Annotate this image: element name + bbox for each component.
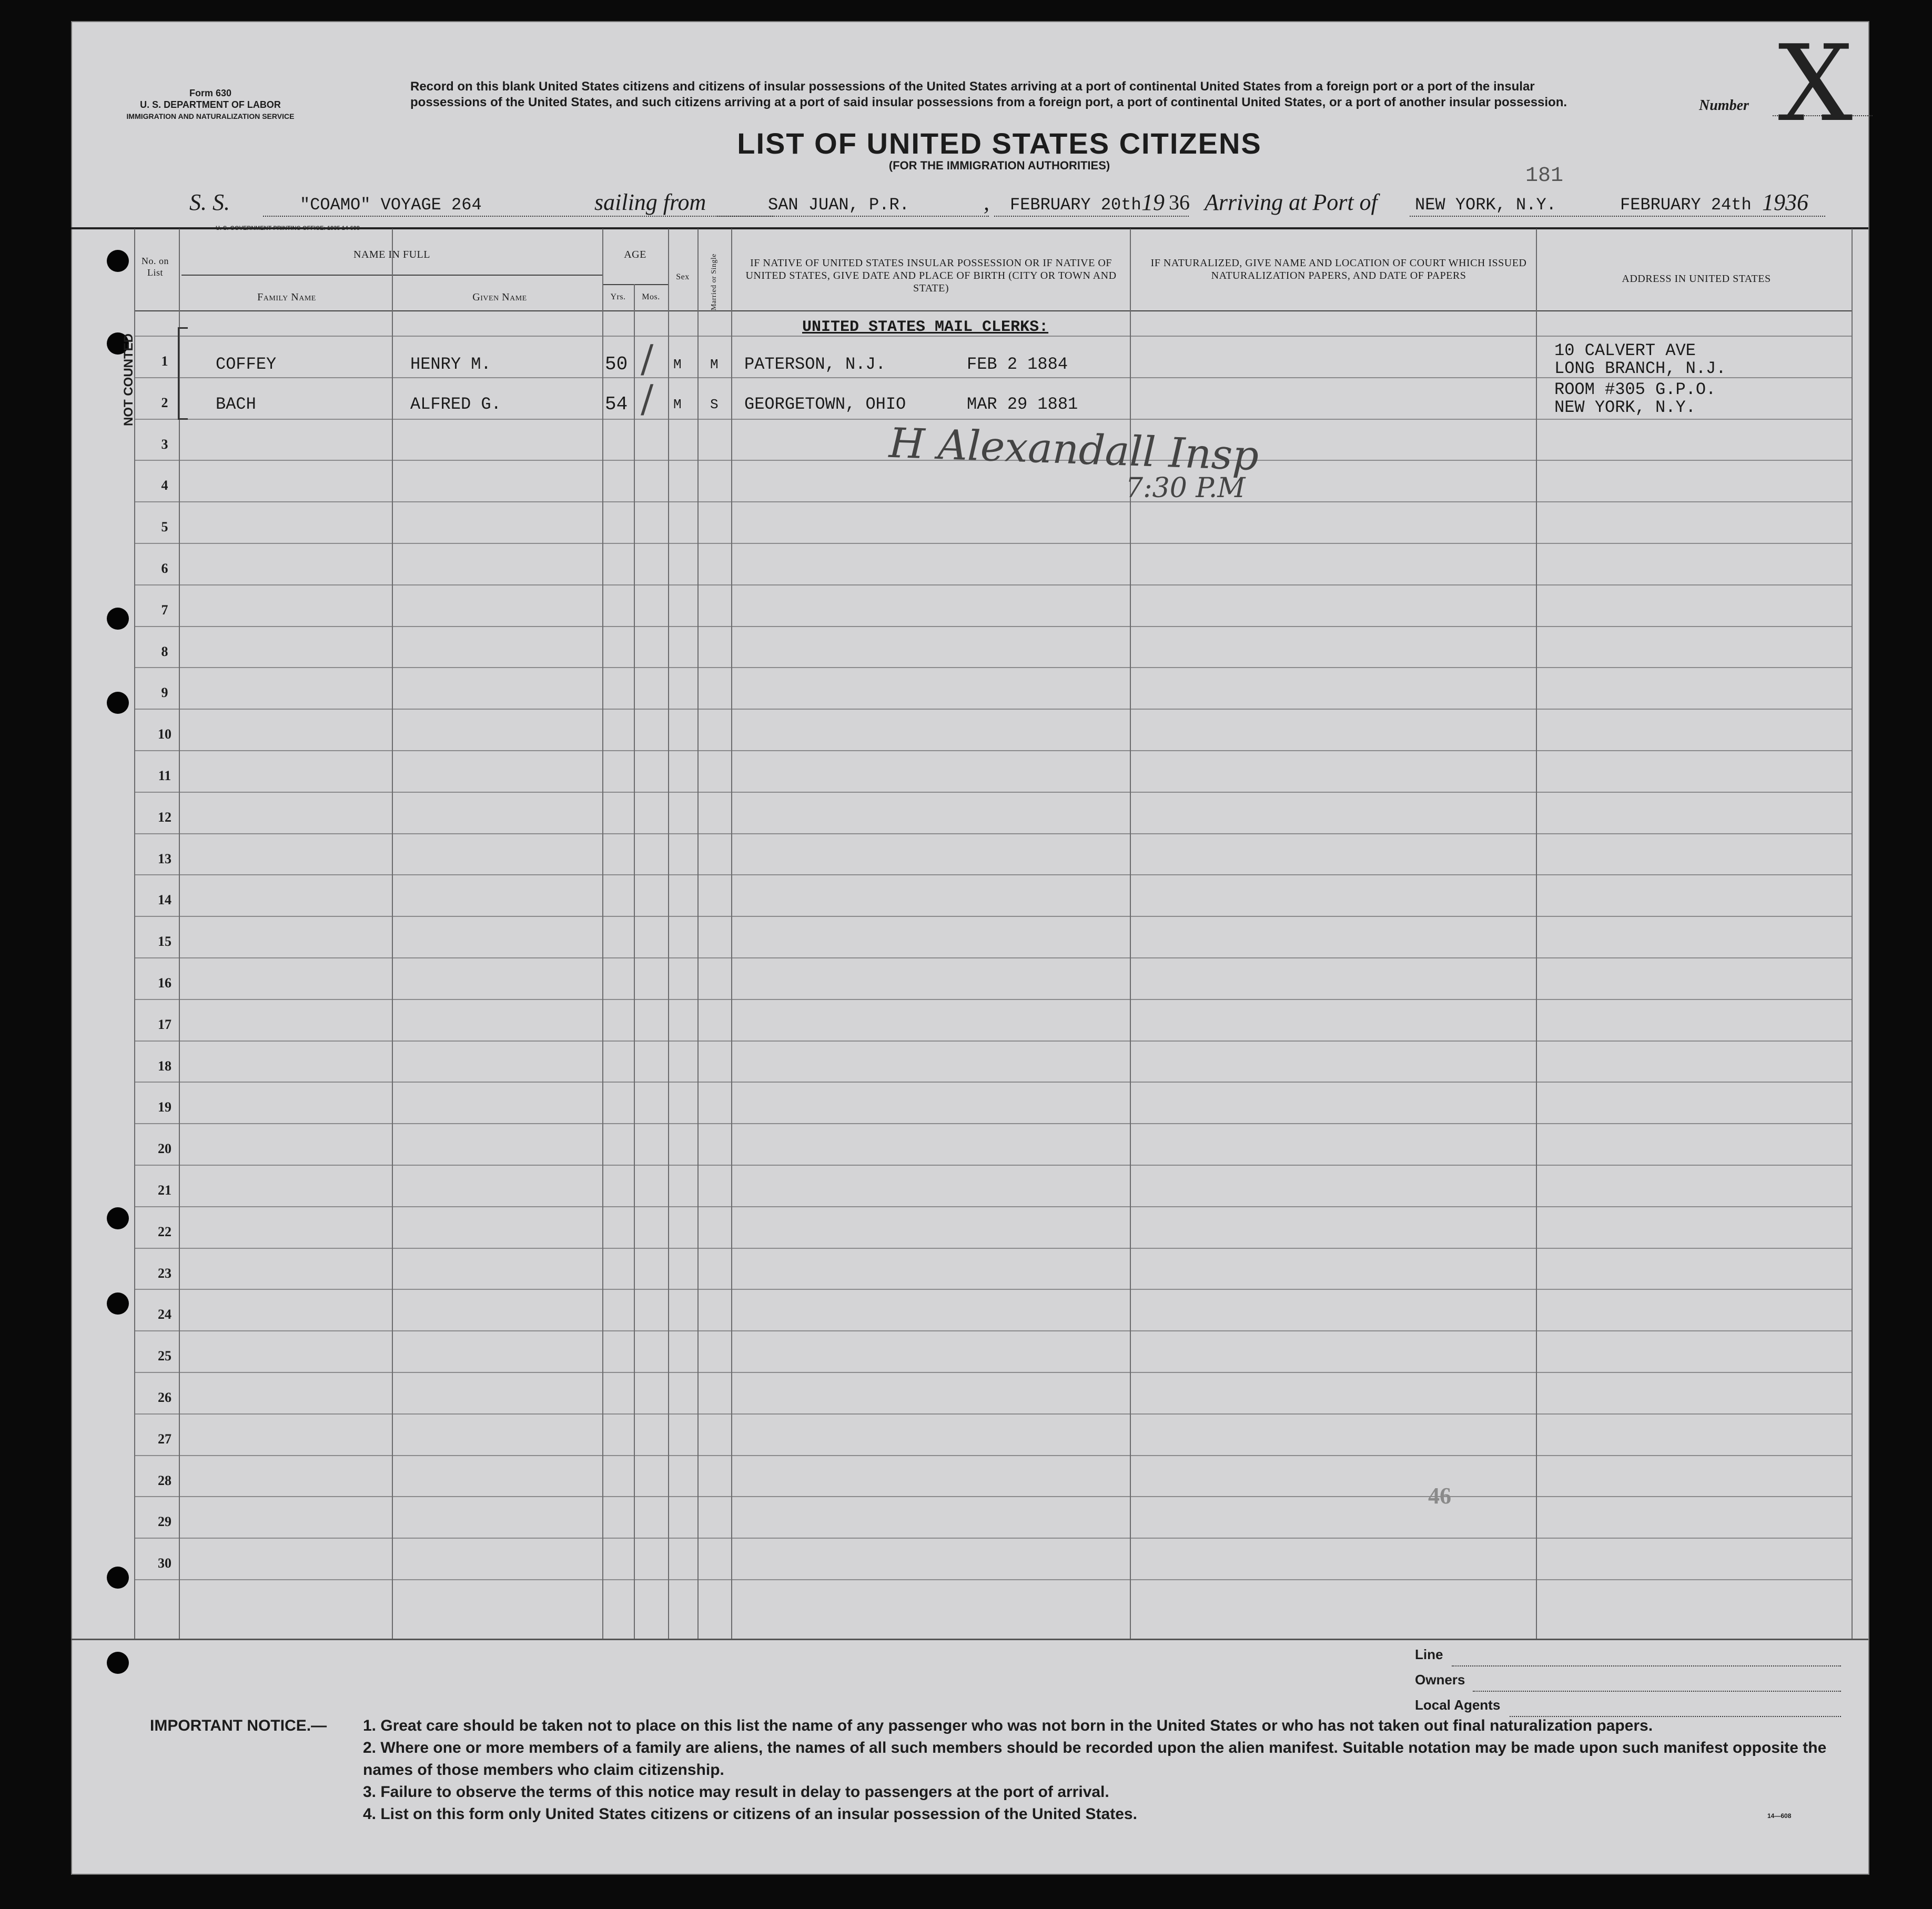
family-name: BACH (216, 395, 256, 414)
column-divider (731, 229, 732, 1639)
service-name: IMMIGRATION AND NATURALIZATION SERVICE (126, 112, 295, 120)
header-married-or-single: Married or Single (710, 253, 718, 311)
age-years: 50 (605, 353, 628, 375)
departure-date: FEBRUARY 20th (1010, 195, 1141, 215)
arriving-label: Arriving at Port of (1205, 189, 1378, 215)
rule-line (602, 284, 668, 285)
departure-port: SAN JUAN, P.R. (768, 195, 909, 215)
row-number: 6 (161, 561, 168, 576)
birth-place: PATERSON, N.J. (744, 355, 886, 374)
row-number: 26 (158, 1390, 171, 1405)
stamp-number: 46 (1428, 1483, 1451, 1509)
row-number: 13 (158, 851, 171, 866)
row-number: 10 (158, 726, 171, 742)
sex: M (673, 397, 682, 412)
column-divider (392, 229, 393, 1639)
row-number: 29 (158, 1514, 171, 1530)
column-divider (1536, 229, 1537, 1639)
row-number: 25 (158, 1348, 171, 1364)
header-given-name: Given Name (472, 291, 527, 303)
form-title: LIST OF UNITED STATES CITIZENS (737, 127, 1262, 160)
row-number: 18 (158, 1058, 171, 1074)
form-subtitle: (FOR THE IMMIGRATION AUTHORITIES) (888, 159, 1110, 172)
row-number: 5 (161, 519, 168, 535)
row-number: 8 (161, 643, 168, 659)
form-number: Form 630 (189, 88, 232, 98)
header-address: ADDRESS IN UNITED STATES (1622, 273, 1771, 285)
ss-label: S. S. (189, 189, 230, 215)
row-number: 24 (158, 1307, 171, 1322)
number-label: Number (1699, 97, 1749, 114)
row-number: 15 (158, 934, 171, 950)
punch-hole (107, 1652, 129, 1674)
local-agents-label: Local Agents (1415, 1697, 1501, 1713)
row-number: 20 (158, 1141, 171, 1157)
family-name: COFFEY (216, 355, 277, 374)
header-birth: IF NATIVE OF UNITED STATES INSULAR POSSESSION OR IF NATIVE OF UNITED STATES, GIVE DATE AND PLACE OF BIRTH (CITY OR TOWN AND STATE) (745, 257, 1117, 294)
notice-item-4: 4. List on this form only United States citizens or citizens of an insular possession of the United States. (363, 1805, 1137, 1823)
row-number: 30 (158, 1556, 171, 1571)
not-counted-note: NOT COUNTED (122, 334, 136, 426)
header-no-on-list: No. on List (141, 256, 169, 278)
given-name: HENRY M. (410, 355, 491, 374)
header-name-in-full: NAME IN FULL (353, 249, 430, 260)
arrival-date: FEBRUARY 24th (1620, 195, 1752, 215)
row-number: 11 (158, 768, 171, 783)
birth-date: FEB 2 1884 (967, 355, 1068, 374)
header-sex: Sex (676, 272, 690, 281)
marital-status: M (710, 357, 719, 372)
arrival-port: NEW YORK, N.Y. (1415, 195, 1556, 215)
page-stamp: 181 (1525, 164, 1564, 188)
birth-place: GEORGETOWN, OHIO (744, 395, 906, 414)
column-divider (134, 229, 135, 1639)
departure-year-prefix: 19 (1141, 189, 1165, 215)
punch-hole (107, 692, 129, 714)
row-number: 23 (158, 1265, 171, 1281)
bracket-mark (178, 327, 188, 420)
punch-hole (107, 1207, 129, 1229)
sailing-from-label: sailing from (594, 189, 706, 215)
row-number: 1 (161, 353, 168, 369)
given-name: ALFRED G. (410, 395, 501, 414)
row-number: 19 (158, 1099, 171, 1115)
punch-hole (107, 1292, 129, 1315)
address-line-1: ROOM #305 G.P.O. (1554, 380, 1716, 399)
column-divider (602, 229, 603, 1639)
footer-form-code: 14—608 (1767, 1812, 1792, 1820)
row-number: 3 (161, 436, 168, 452)
sex: M (673, 357, 682, 372)
header-naturalized: IF NATURALIZED, GIVE NAME AND LOCATION OF COURT WHICH ISSUED NATURALIZATION PAPERS, AND DATE OF PAPERS (1150, 257, 1527, 281)
row-number: 12 (158, 809, 171, 825)
inspection-time: 7:30 P.M (1126, 472, 1246, 504)
header-years: Yrs. (610, 292, 626, 301)
punch-hole (107, 1567, 129, 1589)
header-months: Mos. (642, 292, 660, 301)
birth-date: MAR 29 1881 (967, 395, 1078, 414)
notice-item-1: 1. Great care should be taken not to place on this list the name of any passenger who was not born in the United States or who has not taken out final naturalization papers. (363, 1717, 1653, 1734)
owners-label: Owners (1415, 1672, 1465, 1688)
notice-item-2: 2. Where one or more members of a family are aliens, the names of all such members should be recorded upon the alien manifest. Suitable notation may be made upon such manifest opposite the names of those members who claim citizenship. (363, 1739, 1827, 1779)
form-identifier (126, 87, 295, 122)
arrival-year: 1936 (1762, 189, 1808, 215)
row-number: 22 (158, 1224, 171, 1239)
column-divider (634, 284, 635, 1639)
header-family-name: Family Name (257, 291, 316, 303)
age-months: / (641, 377, 654, 421)
address-line-2: LONG BRANCH, N.J. (1554, 359, 1726, 378)
number-mark: X (1778, 23, 1853, 145)
rule-line (71, 227, 1868, 229)
voyage-line: S. S. "COAMO" VOYAGE 264 sailing from SAN JUAN, P.R. , FEBRUARY 20th 19 36 Arriving at Port of NEW YORK, N.Y. FEBRUARY 24th 1936 (189, 187, 1825, 224)
punch-hole (107, 608, 129, 630)
row-number: 14 (158, 892, 171, 908)
rule-line (71, 1639, 1868, 1640)
notice-title: IMPORTANT NOTICE.— (150, 1717, 327, 1734)
row-number: 16 (158, 975, 171, 991)
line-label: Line (1415, 1647, 1443, 1662)
inspector-signature: H Alexandall Insp (888, 419, 1260, 480)
row-number: 21 (158, 1183, 171, 1198)
row-number: 7 (161, 602, 168, 618)
column-divider (697, 229, 699, 1639)
marital-status: S (710, 397, 719, 412)
address-line-2: NEW YORK, N.Y. (1554, 398, 1696, 417)
punch-hole (107, 250, 129, 272)
address-line-1: 10 CALVERT AVE (1554, 341, 1696, 360)
age-months: / (641, 337, 654, 381)
record-instruction: Record on this blank United States citizens and citizens of insular possessions of the United States arriving at a port of continental United States from a foreign port or a port of the insular possessions of the United States, and such citizens arriving at a port of said insular possessions from a foreign port, a port of continental United States, or a port of another insular possession. (410, 79, 1567, 109)
notice-item-3: 3. Failure to observe the terms of this notice may result in delay to passengers at the port of arrival. (363, 1783, 1109, 1801)
section-heading: UNITED STATES MAIL CLERKS: (802, 318, 1049, 336)
department-name: U. S. DEPARTMENT OF LABOR (140, 99, 281, 110)
row-number: 2 (161, 395, 168, 410)
age-years: 54 (605, 393, 628, 415)
column-divider (1852, 229, 1853, 1639)
header-age: AGE (624, 249, 646, 260)
departure-year: 36 (1169, 190, 1190, 214)
column-divider (668, 229, 669, 1639)
row-number: 28 (158, 1472, 171, 1488)
row-number: 9 (161, 685, 168, 701)
row-number: 27 (158, 1431, 171, 1447)
ship-name: "COAMO" VOYAGE 264 (300, 195, 482, 215)
footer-lines (1415, 1647, 1841, 1722)
row-number: 17 (158, 1016, 171, 1032)
row-number: 4 (161, 478, 168, 493)
